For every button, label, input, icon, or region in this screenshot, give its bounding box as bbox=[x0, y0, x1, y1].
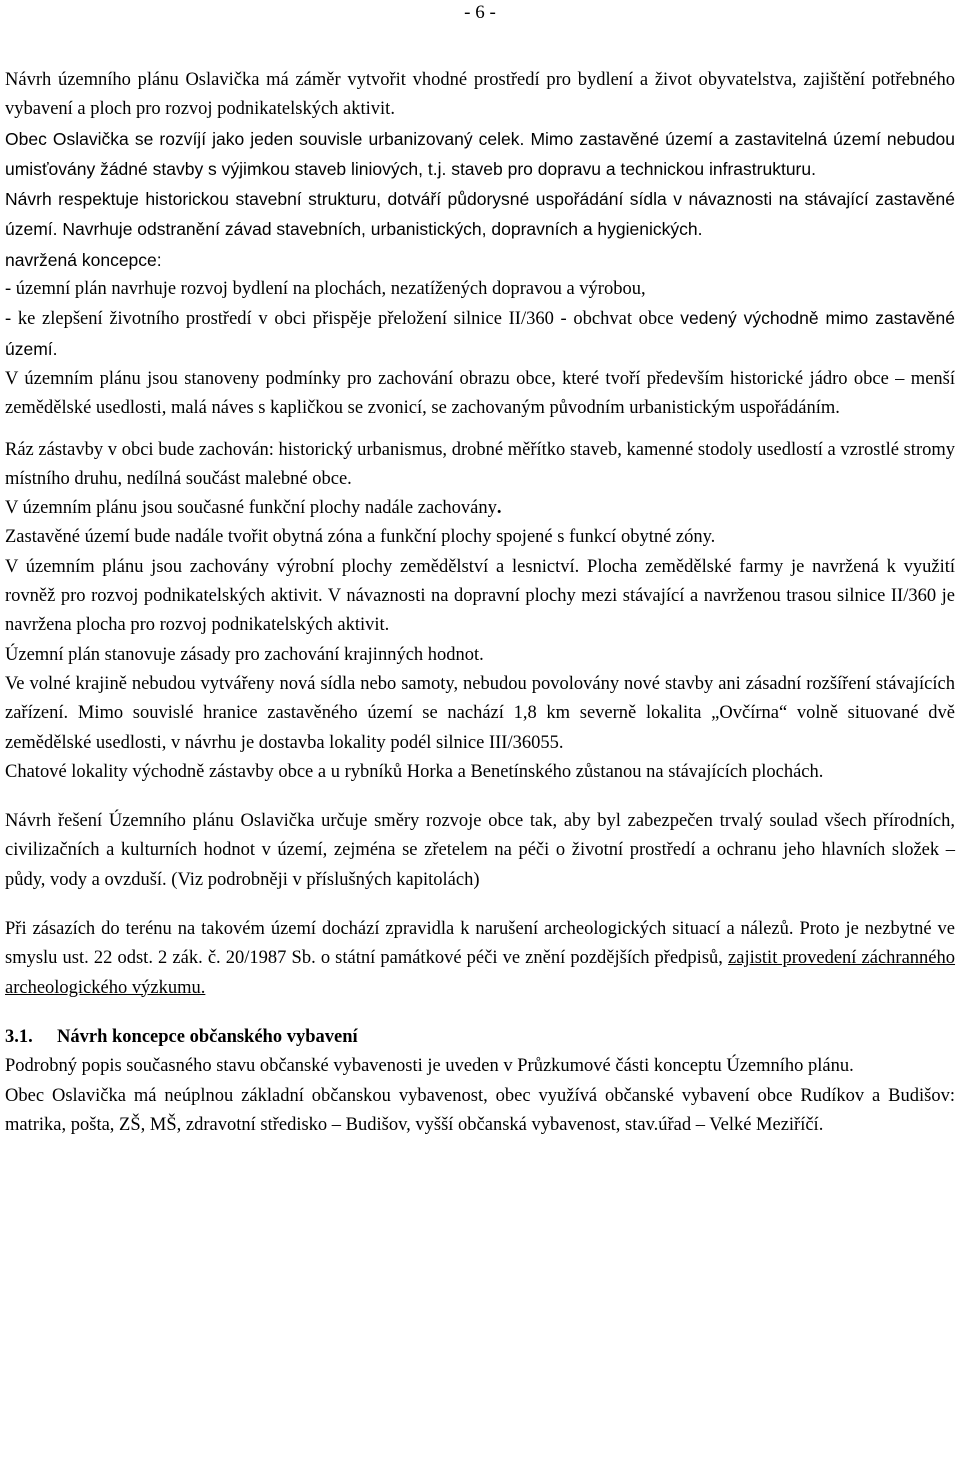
spacer bbox=[5, 1003, 955, 1023]
paragraph-development-directions: Návrh řešení Územního plánu Oslavička určuje směry rozvoje obce tak, aby byl zabezpečen trvalý soulad všech přírodních, civilizačních a kulturních hodnot v území, zejména se zřetelem na péči o životní prostředí a ochranu jeho hlavních složek – půdy, vody a ovzduší. (Viz podrobněji v příslušných kapitolách) bbox=[5, 811, 955, 890]
section-number: 3.1. bbox=[5, 1026, 33, 1047]
paragraph-built-area: Zastavěné území bude nadále tvořit obytná zóna a funkční plochy spojené s funkcí obytné zóny. bbox=[5, 527, 716, 548]
paragraph-structure bbox=[5, 185, 955, 246]
paragraph-urbanized-sans: Obec Oslavička se rozvíjí jako jeden souvisle urbanizovaný celek. bbox=[5, 128, 525, 149]
paragraph-functional-areas bbox=[5, 494, 955, 523]
spacer bbox=[5, 787, 955, 807]
paragraph-archaeology bbox=[5, 915, 955, 1003]
paragraph-urbanized bbox=[5, 125, 955, 186]
spacer bbox=[5, 424, 955, 436]
bullet-bypass-b: vedený východně mimo zastavěné území. bbox=[5, 308, 955, 359]
bullet-bypass-a: - ke zlepšení životního prostředí v obci přispěje přeložení silnice II/360 - obchvat obce bbox=[5, 309, 681, 330]
paragraph-village-image: V územním plánu jsou stanoveny podmínky pro zachování obrazu obce, které tvoří především historické jádro obce – menší zemědělské usedlosti, malá náves s kapličkou se zvonicí, se zachovaným původním urbanistickým uspořádáním. bbox=[5, 368, 955, 419]
bullet-bypass bbox=[5, 304, 955, 365]
spacer bbox=[5, 895, 955, 915]
paragraph-functional-text: V územním plánu jsou současné funkční plochy nadále zachovány bbox=[5, 498, 497, 519]
paragraph-archaeology-text: Při zásazích do terénu na takovém území dochází zpravidla k narušení archeologických situací a nálezů. Proto je nezbytné ve smyslu ust. 22 odst. 2 zák. č. 20/1987 Sb. o státní památkové péči ve znění pozdějších předpisů, bbox=[5, 919, 955, 969]
paragraph-structure-rest: Navrhuje odstranění závad stavebních, urbanistických, dopravních a hygienických. bbox=[57, 219, 703, 240]
paragraph-structure-sans: Návrh respektuje historickou stavební strukturu, dotváří půdorysné uspořádání sídla v návaznosti na stávající zastavěné území. bbox=[5, 189, 955, 240]
paragraph-landscape: Územní plán stanovuje zásady pro zachování krajinných hodnot. bbox=[5, 644, 484, 665]
section-title: Návrh koncepce občanského vybavení bbox=[57, 1026, 358, 1047]
paragraph-archaeology-underlined: zajistit provedení záchranného archeologického výzkumu. bbox=[5, 948, 956, 998]
paragraph-urbanized-rest: Mimo zastavěné území a zastavitelná území nebudou umisťovány žádné stavby s výjimkou staveb liniových, t.j. staveb pro dopravu a technickou infrastrukturu. bbox=[5, 128, 956, 179]
bullet-housing: - územní plán navrhuje rozvoj bydlení na plochách, nezatížených dopravou a výrobou, bbox=[5, 279, 646, 300]
paragraph-intro: Návrh územního plánu Oslavička má záměr vytvořit vhodné prostředí pro bydlení a život obyvatelstva, zajištění potřebného vybavení a ploch pro rozvoj podnikatelských aktivit. bbox=[5, 70, 955, 120]
paragraph-production: V územním plánu jsou zachovány výrobní plochy zemědělství a lesnictví. Plocha zemědělské farmy je navržená k využití rovněž pro rozvoj podnikatelských aktivit. V návaznosti na dopravní plochy mezi stávající a navrženou trasou silnice II/360 je navržena plocha pro rozvoj podnikatelských aktivit. bbox=[5, 556, 955, 636]
paragraph-concept-label: navržená koncepce: bbox=[5, 249, 162, 270]
paragraph-detail-description: Podrobný popis současného stavu občanské vybavenosti je uveden v Průzkumové části konceptu Územního plánu. bbox=[5, 1056, 854, 1077]
page-number: - 6 - bbox=[464, 2, 496, 23]
paragraph-civic-amenities: Obec Oslavička má neúplnou základní občanskou vybavenost, obec využívá občanské vybavení obce Rudíkov a Budišov: matrika, pošta, ZŠ, MŠ, zdravotní středisko – Budišov, vyšší občanská vybavenost, stav.úřad – Velké Meziříčí. bbox=[5, 1085, 955, 1135]
paragraph-open-landscape: Ve volné krajině nebudou vytvářeny nová sídla nebo samoty, nebudou povolovány nové stavby ani zásadní rozšíření stávajících zařízení. Mimo souvislé hranice zastavěného území se nachází 1,8 km severně lokalita „Ovčírna“ volně situované dvě zemědělské usedlosti, v návrhu je dostavba lokality podél silnice III/36055. bbox=[5, 673, 955, 753]
paragraph-functional-dot: . bbox=[496, 498, 502, 519]
paragraph-character: Ráz zástavby v obci bude zachován: historický urbanismus, drobné měřítko staveb, kamenné stodoly usedlostí a vzrostlé stromy místního druhu, nedílná součást malebné obce. bbox=[5, 439, 955, 489]
section-heading bbox=[5, 1023, 955, 1052]
paragraph-cottages: Chatové lokality východně zástavby obce a u rybníků Horka a Benetínského zůstanou na stávajících plochách. bbox=[5, 761, 824, 782]
